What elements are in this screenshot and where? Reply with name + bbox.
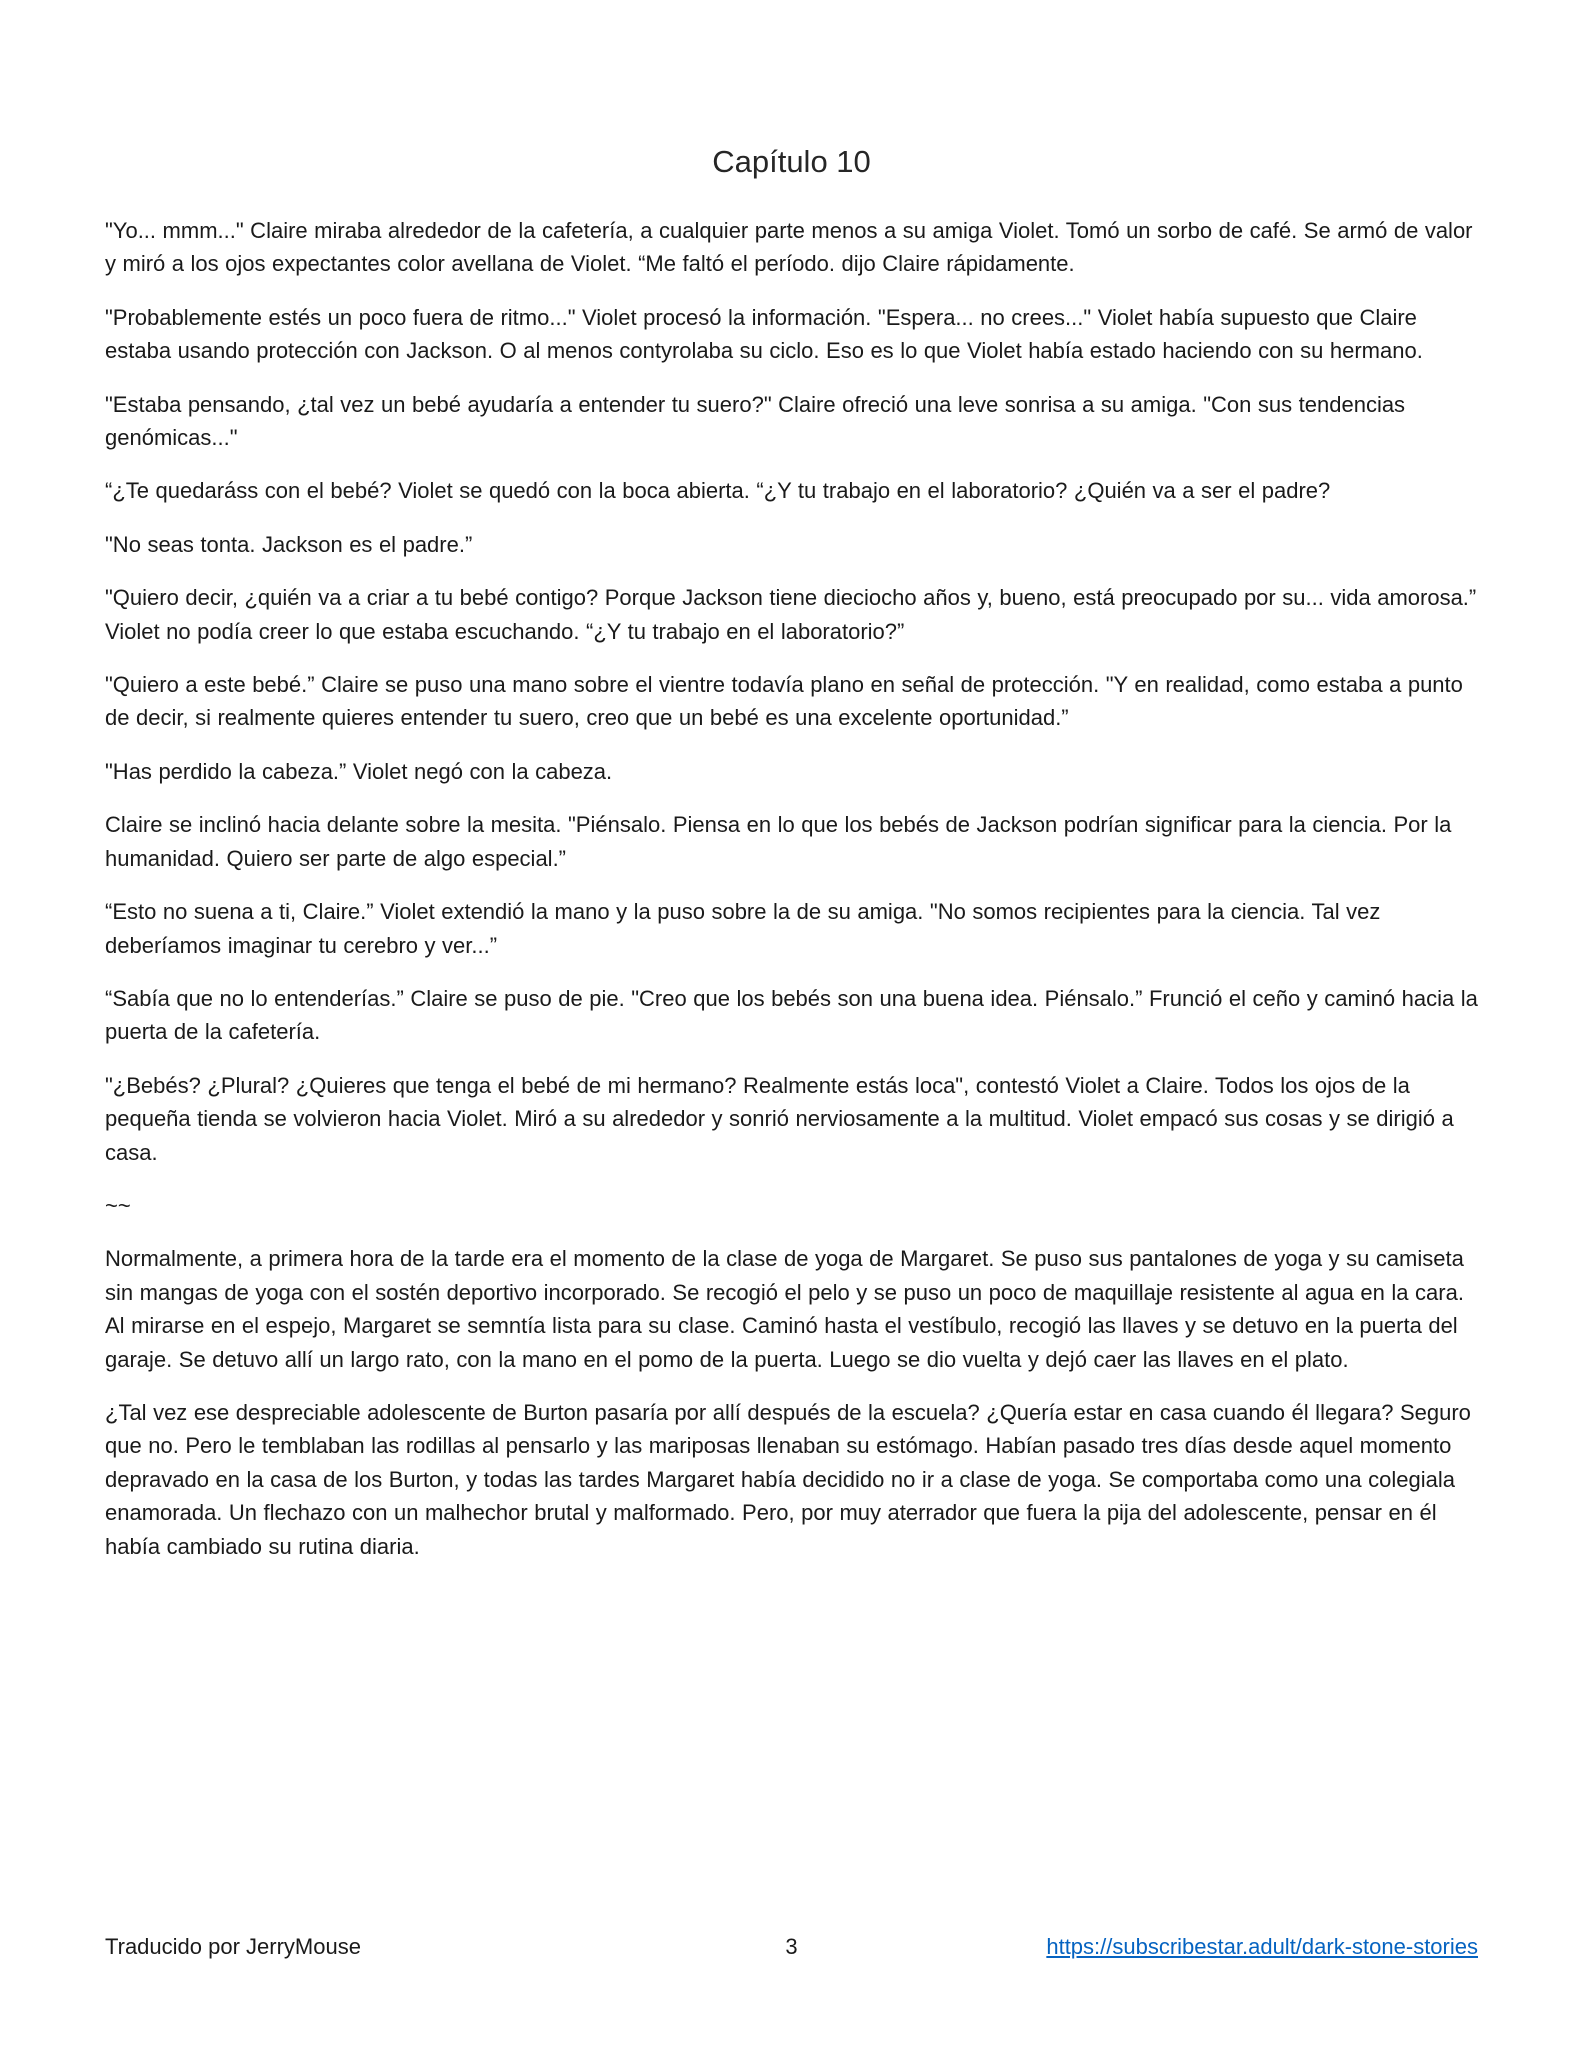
chapter-title: Capítulo 10 [712,144,871,179]
paragraph-cafeteria-1: "Yo... mmm..." Claire miraba alrededor de la cafetería, a cualquier parte menos a su amiga Violet. Tomó un sorbo de café. Se armó de valor y miró a los ojos expectantes color avellana de Violet. “Me faltó el período. dijo Claire rápidamente. [105,218,1473,277]
paragraph-cafeteria-11: “Sabía que no lo entenderías.” Claire se puso de pie. "Creo que los bebés son una buena idea. Piénsalo.” Frunció el ceño y caminó hacia la puerta de la cafetería. [105,985,1478,1045]
paragraph-cafeteria-6: "Quiero decir, ¿quién va a criar a tu bebé contigo? Porque Jackson tiene dieciocho años y, bueno, está preocupado por su... vida amorosa.” Violet no podía creer lo que estaba escuchando. “¿Y tu trabajo en el laboratorio?” [105,585,1477,644]
paragraph-yoga-2: ¿Tal vez ese despreciable adolescente de Burton pasaría por allí después de la escuela? ¿Quería estar en casa cuando él llegara? Seguro que no. Pero le temblaban las rodillas al pensarlo y las mariposas llenaban su estómago. Habían pasado tres días desde aquel momento depravado en la casa de los Burton, y todas las tardes Margaret había decidido no ir a clase de yoga. Se comportaba como una colegiala enamorada. Un flechazo con un malhechor brutal y malformado. Pero, por muy aterrador que fuera la pija del adolescente, pensar en él había cambiado su rutina diaria. [105,1399,1471,1559]
paragraph-cafeteria-9: Claire se inclinó hacia delante sobre la mesita. "Piénsalo. Piensa en lo que los bebés de Jackson podrían significar para la ciencia. Por la humanidad. Quiero ser parte de algo especial.” [105,812,1452,871]
paragraph-cafeteria-12: "¿Bebés? ¿Plural? ¿Quieres que tenga el bebé de mi hermano? Realmente estás loca", contestó Violet a Claire. Todos los ojos de la pequeña tienda se volvieron hacia Violet. Miró a su alrededor y sonrió nerviosamente a la multitud. Violet empacó sus cosas y se dirigió a casa. [105,1072,1454,1165]
paragraph-cafeteria-7: "Quiero a este bebé.” Claire se puso una mano sobre el vientre todavía plano en señal de protección. "Y en realidad, como estaba a punto de decir, si realmente quieres entender tu suero, creo que un bebé es una excelente oportunidad.” [105,672,1463,731]
paragraph-cafeteria-10: “Esto no suena a ti, Claire.” Violet extendió la mano y la puso sobre la de su amiga. "No somos recipientes para la ciencia. Tal vez deberíamos imaginar tu cerebro y ver...” [105,899,1381,958]
paragraph-cafeteria-5: "No seas tonta. Jackson es el padre.” [105,531,473,557]
paragraph-cafeteria-2: "Probablemente estés un poco fuera de ritmo..." Violet procesó la información. "Espera... no crees..." Violet había supuesto que Claire estaba usando protección con Jackson. O al menos contyrolaba su ciclo. Eso es lo que Violet había estado haciendo con su hermano. [105,304,1423,364]
subscribestar-link[interactable]: https://subscribestar.adult/dark-stone-stories [1046,1934,1478,1959]
paragraph-cafeteria-8: "Has perdido la cabeza.” Violet negó con la cabeza. [105,758,613,784]
paragraph-cafeteria-3: "Estaba pensando, ¿tal vez un bebé ayudaría a entender tu suero?" Claire ofreció una leve sonrisa a su amiga. "Con sus tendencias genómicas..." [105,391,1406,451]
paragraph-cafeteria-4: “¿Te quedaráss con el bebé? Violet se quedó con la boca abierta. “¿Y tu trabajo en el laboratorio? ¿Quién va a ser el padre? [105,478,1331,504]
translator-credit: Traducido por JerryMouse [105,1934,361,1959]
page-footer [105,1930,1478,1964]
scene-break-divider: ~~ [105,1192,131,1218]
document-body [105,214,1478,1563]
paragraph-yoga-1: Normalmente, a primera hora de la tarde era el momento de la clase de yoga de Margaret. Se puso sus pantalones de yoga y su camiseta sin mangas de yoga con el sostén deportivo incorporado. Se recogió el pelo y se puso un poco de maquillaje resistente al agua en la cara. Al mirarse en el espejo, Margaret se semntía lista para su clase. Caminó hasta el vestíbulo, recogió las llaves y se detuvo en la puerta del garaje. Se detuvo allí un largo rato, con la mano en el pomo de la puerta. Luego se dio vuelta y dejó caer las llaves en el plato. [105,1246,1464,1372]
page-number: 3 [785,1934,798,1959]
